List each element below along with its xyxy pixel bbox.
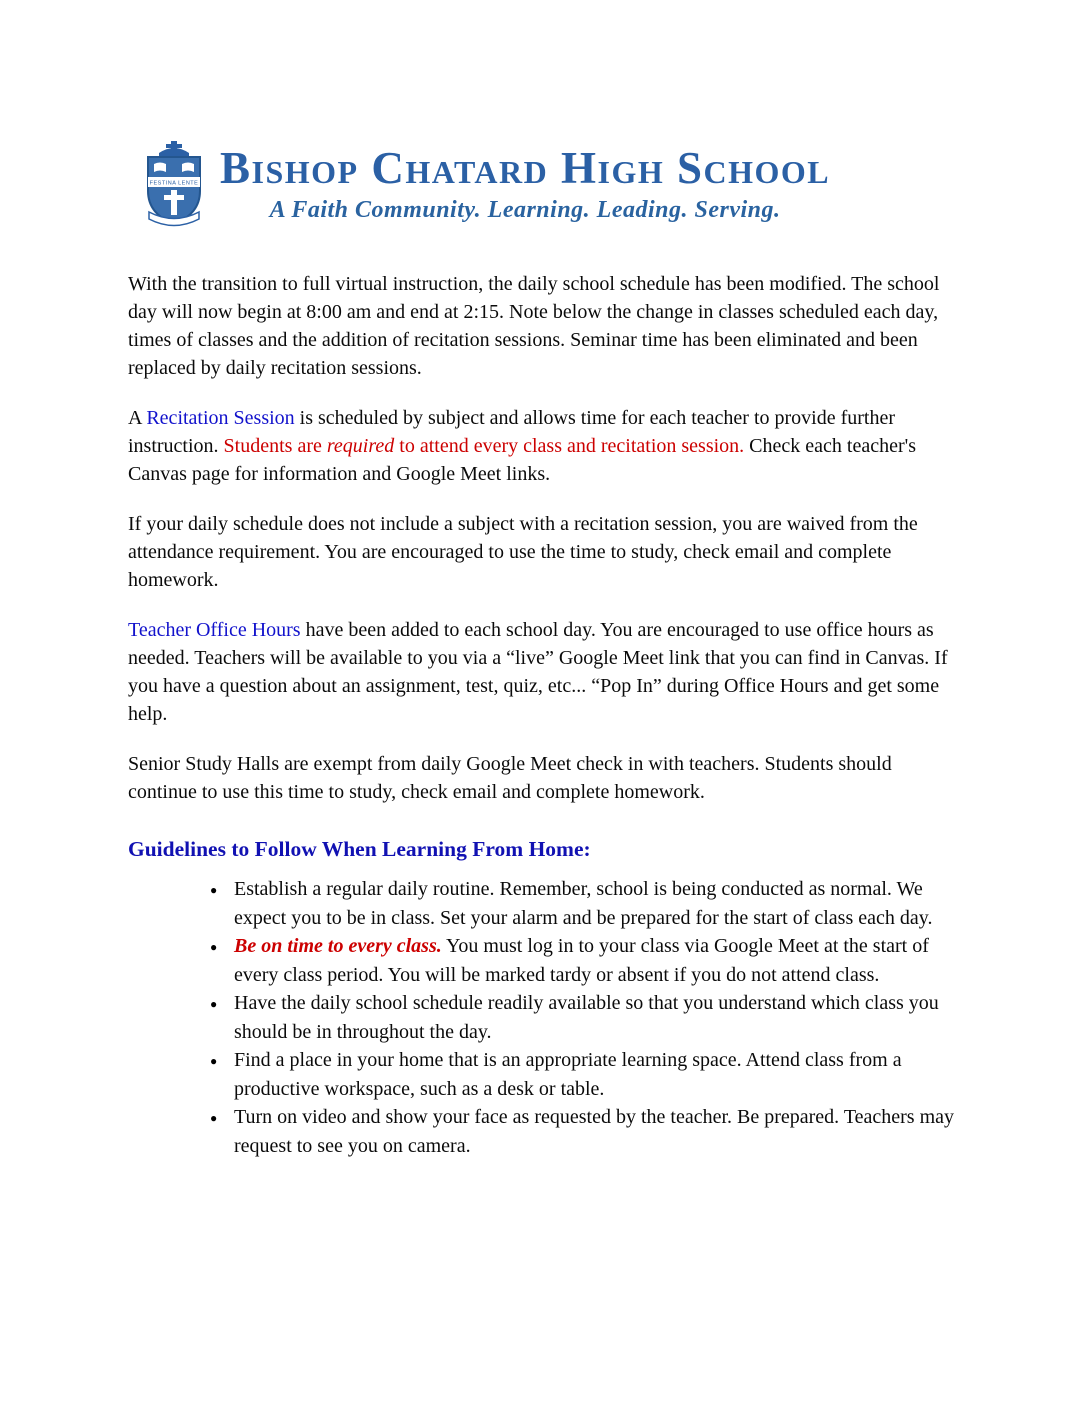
recitation-session-link[interactable]: Recitation Session	[146, 407, 295, 429]
paragraph-senior-study: Senior Study Halls are exempt from daily Google Meet check in with teachers. Students should continue to use this time to study, check email and complete homework.	[128, 753, 892, 803]
school-tagline: A Faith Community. Learning. Leading. Serving.	[269, 197, 781, 224]
text-run: You must log in to your class via Google Meet at the start of every class period. You will be marked tardy or absent if you do not attend class.	[234, 935, 929, 986]
crest-motto-text: FESTINA LENTE	[149, 180, 199, 187]
document-body	[128, 270, 962, 1160]
school-logo	[140, 140, 962, 228]
required-warning-emphasis: required	[326, 435, 395, 457]
text-run: Establish a regular daily routine. Remember, school is being conducted as normal. We expect you to be in class. Set your alarm and be prepared for the start of class each day.	[234, 878, 933, 929]
document-content	[128, 140, 962, 1160]
paragraph-office-hours	[128, 616, 962, 728]
guideline-item-schedule-available	[210, 989, 962, 1046]
guidelines-heading: Guidelines to Follow When Learning From Home:	[128, 837, 591, 861]
text-run: Check each teacher's Canvas page for information and Google Meet links.	[128, 435, 917, 485]
guideline-item-learning-space	[210, 1046, 962, 1103]
guideline-item-video-on	[210, 1103, 962, 1160]
text-run: have been added to each school day. You are encouraged to use office hours as needed. Teachers will be available to you via a “live” Google Meet link that you can find in Canvas. If you have a question about an assignment, test, quiz, etc... “Pop In” during Office Hours and get some help.	[128, 619, 948, 725]
paragraph-recitation	[128, 404, 962, 488]
on-time-emphasis: Be on time to every class.	[234, 935, 442, 957]
text-run: Find a place in your home that is an appropriate learning space. Attend class from a productive workspace, such as a desk or table.	[234, 1049, 902, 1100]
school-crest-icon	[140, 140, 208, 228]
text-run: A	[128, 407, 147, 429]
text-run: Turn on video and show your face as requested by the teacher. Be prepared. Teachers may request to see you on camera.	[234, 1106, 955, 1157]
teacher-office-hours-link[interactable]: Teacher Office Hours	[128, 619, 301, 641]
logo-text-block	[220, 144, 830, 225]
guideline-item-routine	[210, 875, 962, 932]
guidelines-list	[128, 875, 962, 1160]
paragraph-schedule-intro: With the transition to full virtual instruction, the daily school schedule has been modified. The school day will now begin at 8:00 am and end at 2:15. Note below the change in classes scheduled each day, times of classes and the addition of recitation sessions. Seminar time has been eliminated and been replaced by daily recitation sessions.	[128, 273, 940, 379]
paragraph-waived: If your daily schedule does not include a subject with a recitation session, you are waived from the attendance requirement. You are encouraged to use the time to study, check email and complete homework.	[128, 513, 918, 591]
required-warning-text: to attend every class and recitation session.	[394, 435, 745, 457]
text-run: Have the daily school schedule readily available so that you understand which class you should be in throughout the day.	[234, 992, 939, 1043]
required-warning-text: Students are	[223, 435, 327, 457]
text-run: is scheduled by subject and allows time for each teacher to provide further instruction.	[128, 407, 896, 457]
guideline-item-on-time	[210, 932, 962, 989]
school-name: Bishop Chatard High School	[220, 142, 831, 193]
